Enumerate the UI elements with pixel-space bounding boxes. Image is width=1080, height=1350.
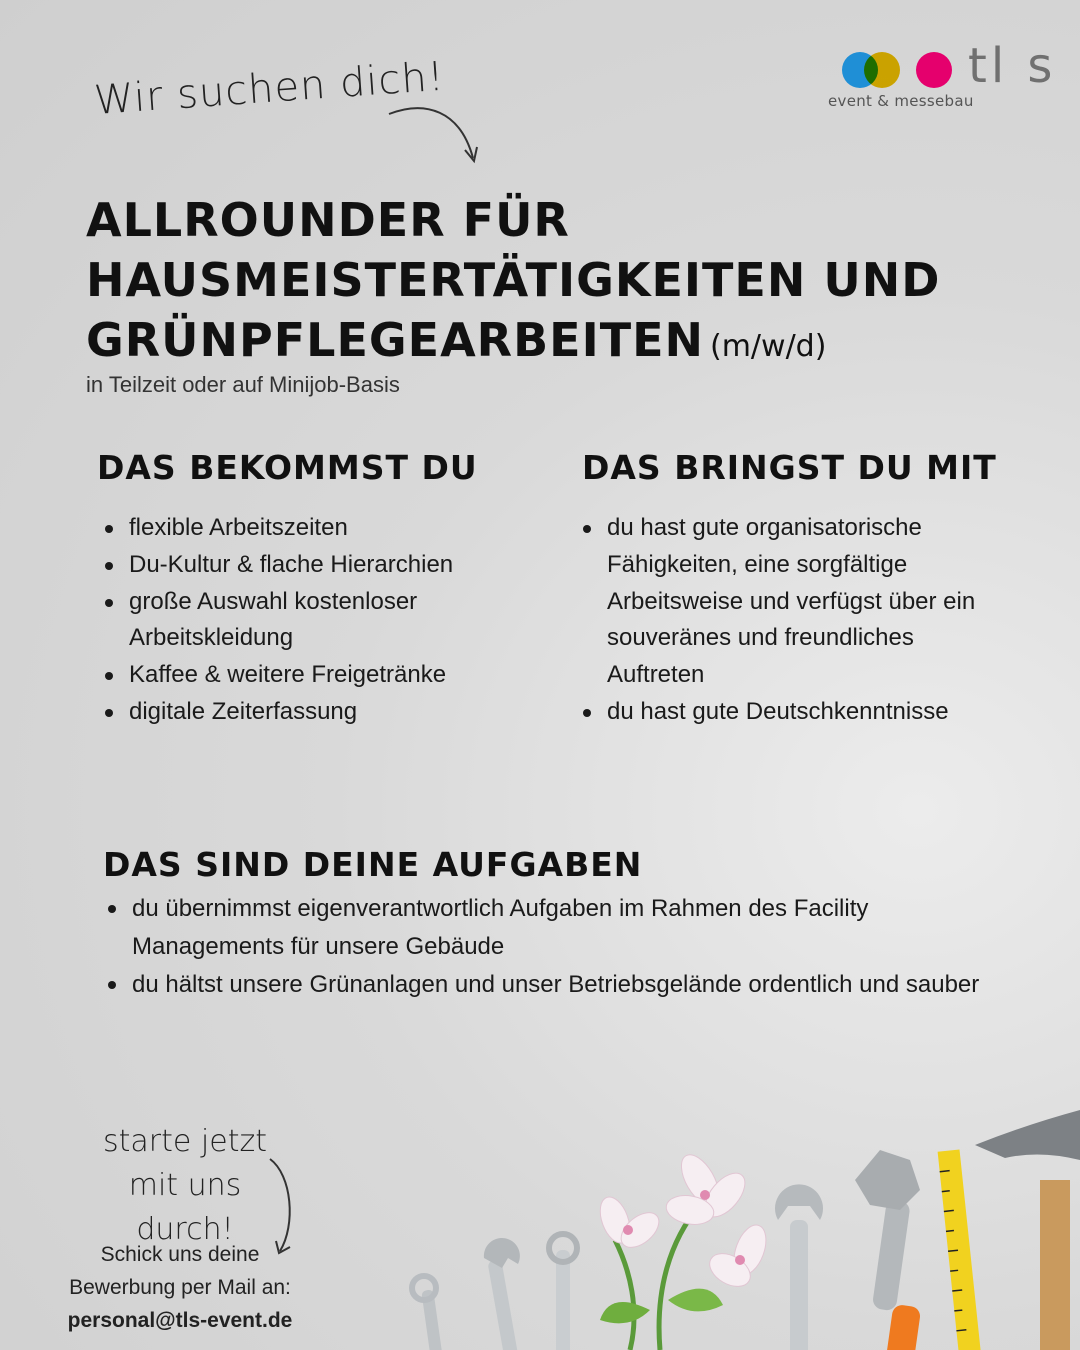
contact-block <box>40 1238 320 1337</box>
contact-line-1: Schick uns deine <box>100 1243 260 1266</box>
contact-line-2: Bewerbung per Mail an: <box>69 1276 291 1299</box>
logo-tagline: event & messebau <box>828 92 974 110</box>
requirements-heading: DAS BRINGST DU MIT <box>582 448 997 487</box>
benefit-item: digitale Zeiterfassung <box>97 694 457 731</box>
wrench-icon <box>549 1234 577 1350</box>
gender-suffix: (m/w/d) <box>710 329 827 364</box>
wrench-icon <box>412 1276 443 1350</box>
wrench-icon <box>484 1238 520 1350</box>
employment-type: in Teilzeit oder auf Minijob-Basis <box>86 372 400 397</box>
contact-email[interactable]: personal@tls-event.de <box>67 1309 293 1332</box>
job-title <box>86 190 986 377</box>
curved-arrow-icon <box>385 100 485 170</box>
title-line-3: GRÜNPFLEGEARBEITEN <box>86 313 704 367</box>
adjustable-wrench-icon <box>855 1150 921 1350</box>
task-item: du hältst unsere Grünanlagen und unser Betriebsgelände ordentlich und sauber <box>100 966 1000 1004</box>
tagline: Wir suchen dich! <box>92 53 447 124</box>
flower-icon <box>595 1149 772 1350</box>
logo-wordmark: tl s <box>968 38 1057 94</box>
tasks-list <box>100 890 1000 1004</box>
tools-illustration <box>400 1110 1080 1350</box>
logo-pink-dot <box>916 52 952 88</box>
requirement-item: du hast gute Deutschkenntnisse <box>575 694 1015 731</box>
title-line-1: ALLROUNDER FÜR <box>86 193 570 247</box>
task-item: du übernimmst eigenverantwortlich Aufgaben im Rahmen des Facility Managements für unsere Gebäude <box>100 890 1000 966</box>
wrench-icon <box>775 1184 823 1350</box>
benefit-item: Du-Kultur & flache Hierarchien <box>97 547 457 584</box>
company-logo <box>828 38 1058 114</box>
requirements-list <box>575 510 1015 731</box>
tasks-heading: DAS SIND DEINE AUFGABEN <box>103 845 643 884</box>
benefit-item: große Auswahl kostenloser Arbeitskleidung <box>97 584 457 658</box>
benefit-item: Kaffee & weitere Freigetränke <box>97 657 457 694</box>
requirement-item: du hast gute organisatorische Fähigkeiten, eine sorgfältige Arbeitsweise und verfügst über ein souveränes und freundliches Auftreten <box>575 510 1015 694</box>
title-line-2: HAUSMEISTERTÄTIGKEITEN UND <box>86 253 941 307</box>
measuring-tape-icon <box>938 1150 982 1350</box>
logo-yellow-dot <box>864 52 900 88</box>
cta-line-1: starte jetzt <box>103 1124 267 1159</box>
benefits-heading: DAS BEKOMMST DU <box>97 448 478 487</box>
benefit-item: flexible Arbeitszeiten <box>97 510 457 547</box>
benefits-list <box>97 510 457 731</box>
hammer-icon <box>975 1110 1080 1350</box>
call-to-action <box>90 1120 280 1252</box>
cta-line-2: mit uns durch! <box>128 1168 242 1247</box>
